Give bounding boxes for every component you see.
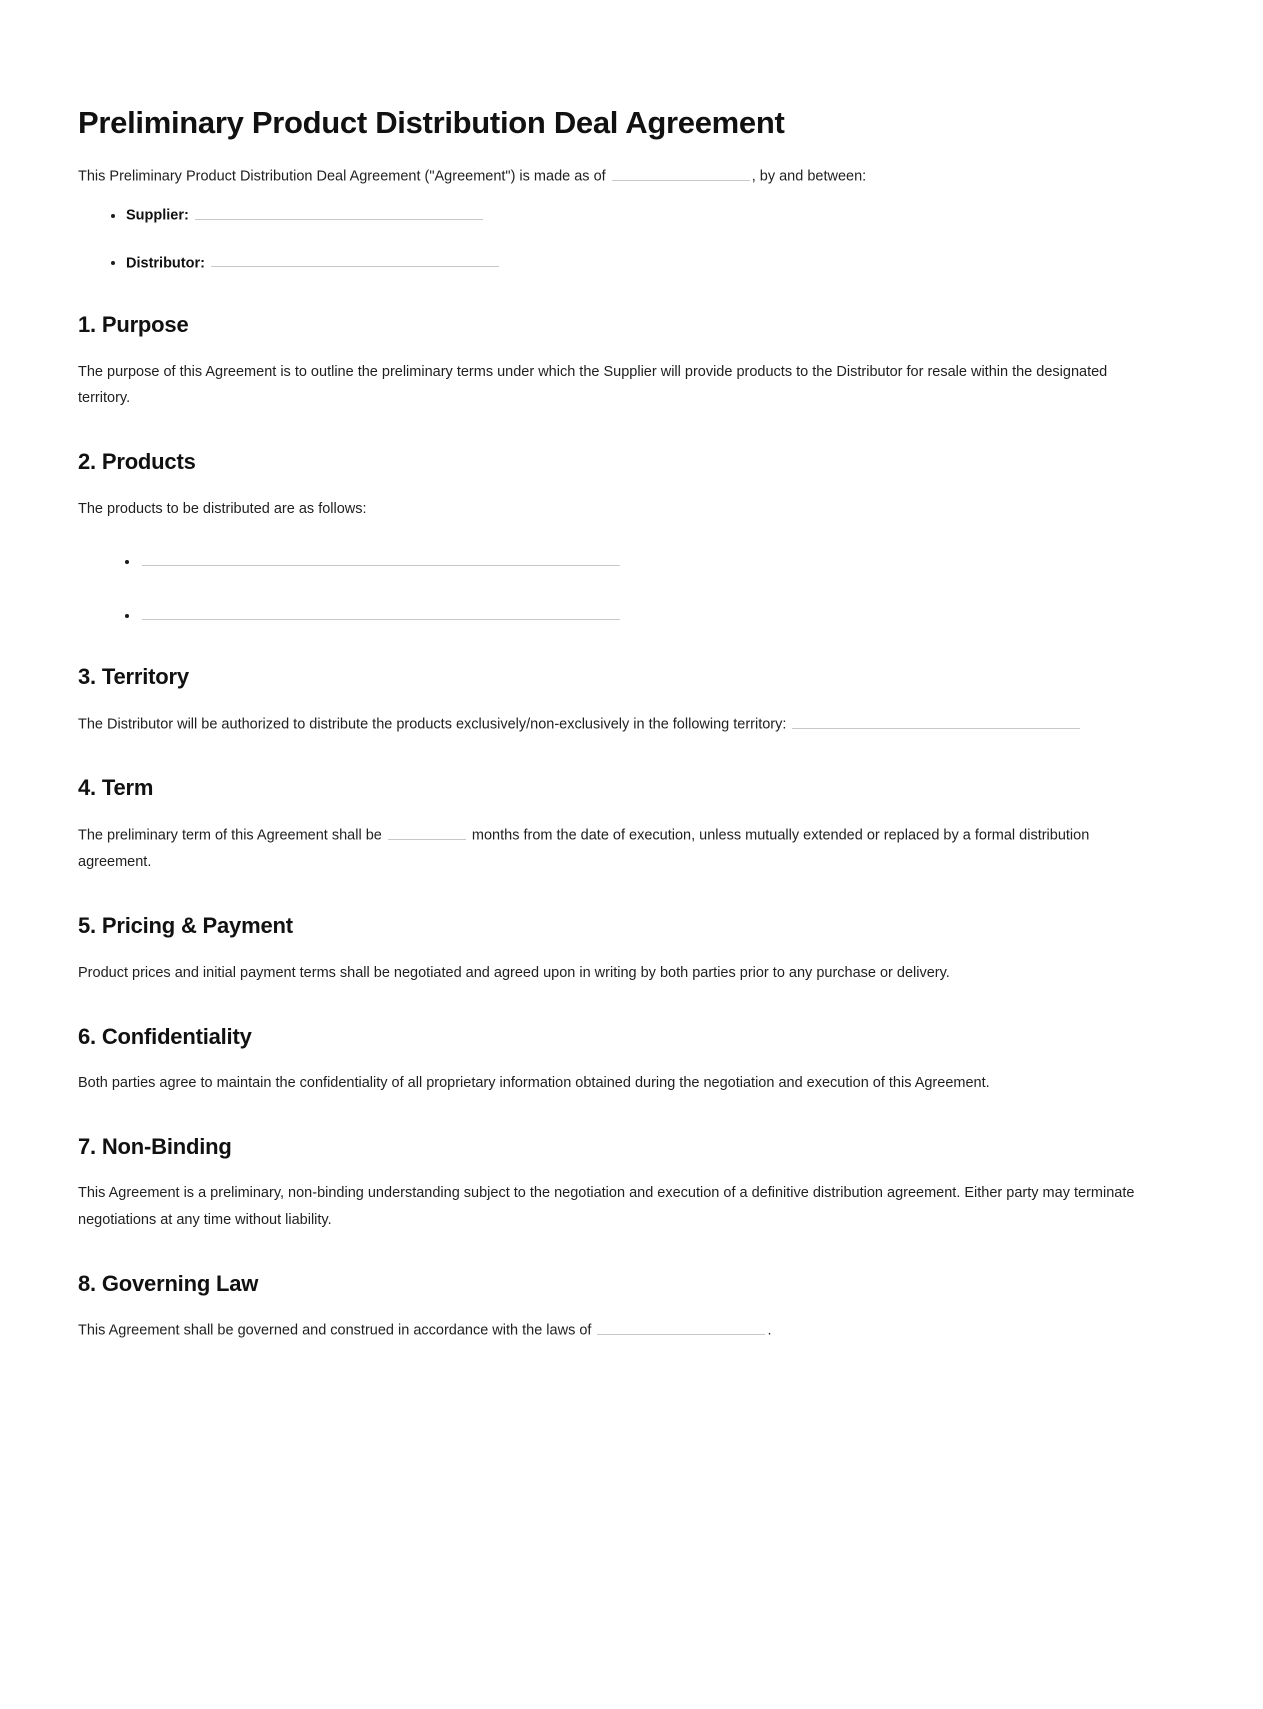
supplier-label: Supplier:	[126, 208, 189, 224]
governing-law-input[interactable]	[597, 1317, 765, 1335]
term-months-input[interactable]	[388, 822, 466, 840]
section-heading-confidentiality: 6. Confidentiality	[78, 1023, 252, 1049]
section-body-governing-law	[78, 1317, 1145, 1344]
section-heading-purpose: 1. Purpose	[78, 312, 189, 338]
section-heading-governing-law: 8. Governing Law	[78, 1270, 259, 1296]
territory-text-before: The Distributor will be authorized to distribute the products exclusively/non-exclusively in the following territory:	[78, 716, 787, 733]
list-item	[140, 602, 1145, 627]
section-body-non-binding: This Agreement is a preliminary, non-binding understanding subject to the negotiation and execution of a definitive distribution agreement. Either party may terminate negotiations at any time without liability.	[78, 1185, 1135, 1229]
section-body-purpose: The purpose of this Agreement is to outline the preliminary terms under which the Supplier will provide products to the Distributor for resale within the designated territory.	[78, 363, 1108, 407]
intro-paragraph	[78, 163, 1145, 188]
list-item	[140, 549, 1145, 574]
distributor-input[interactable]	[211, 250, 499, 268]
section-heading-territory: 3. Territory	[78, 664, 189, 690]
intro-text-after: , by and between:	[751, 168, 867, 185]
products-list	[78, 549, 1145, 628]
page-title: Preliminary Product Distribution Deal Agreement	[78, 105, 785, 140]
list-item-distributor	[126, 250, 1145, 275]
section-body-products: The products to be distributed are as follows:	[78, 500, 367, 517]
term-text-before: The preliminary term of this Agreement shall be	[78, 827, 382, 844]
distributor-label: Distributor:	[126, 255, 205, 272]
intro-text-before: This Preliminary Product Distribution Deal Agreement ("Agreement") is made as of	[78, 168, 606, 185]
product-input-2[interactable]	[142, 602, 620, 620]
page-bottom-whitespace	[78, 1349, 1145, 1649]
territory-input[interactable]	[792, 711, 1080, 729]
term-text-after: months from the date of execution, unless mutually extended or replaced by a formal distribution agreement.	[78, 827, 1090, 871]
section-heading-non-binding: 7. Non-Binding	[78, 1133, 232, 1159]
supplier-input[interactable]	[195, 202, 483, 220]
section-body-term	[78, 822, 1145, 876]
governing-law-text-before: This Agreement shall be governed and construed in accordance with the laws of	[78, 1323, 592, 1340]
section-heading-term: 4. Term	[78, 775, 154, 801]
parties-list	[78, 202, 1145, 275]
section-body-confidentiality: Both parties agree to maintain the confidentiality of all proprietary information obtained during the negotiation and execution of this Agreement.	[78, 1075, 990, 1092]
section-body-territory	[78, 711, 1145, 738]
list-item-supplier	[126, 202, 1145, 227]
product-input-1[interactable]	[142, 549, 620, 567]
section-heading-pricing-payment: 5. Pricing & Payment	[78, 913, 293, 939]
agreement-date-input[interactable]	[612, 163, 750, 181]
section-body-pricing-payment: Product prices and initial payment terms shall be negotiated and agreed upon in writing by both parties prior to any purchase or delivery.	[78, 964, 950, 981]
governing-law-text-after: .	[767, 1323, 772, 1340]
section-heading-products: 2. Products	[78, 449, 196, 475]
